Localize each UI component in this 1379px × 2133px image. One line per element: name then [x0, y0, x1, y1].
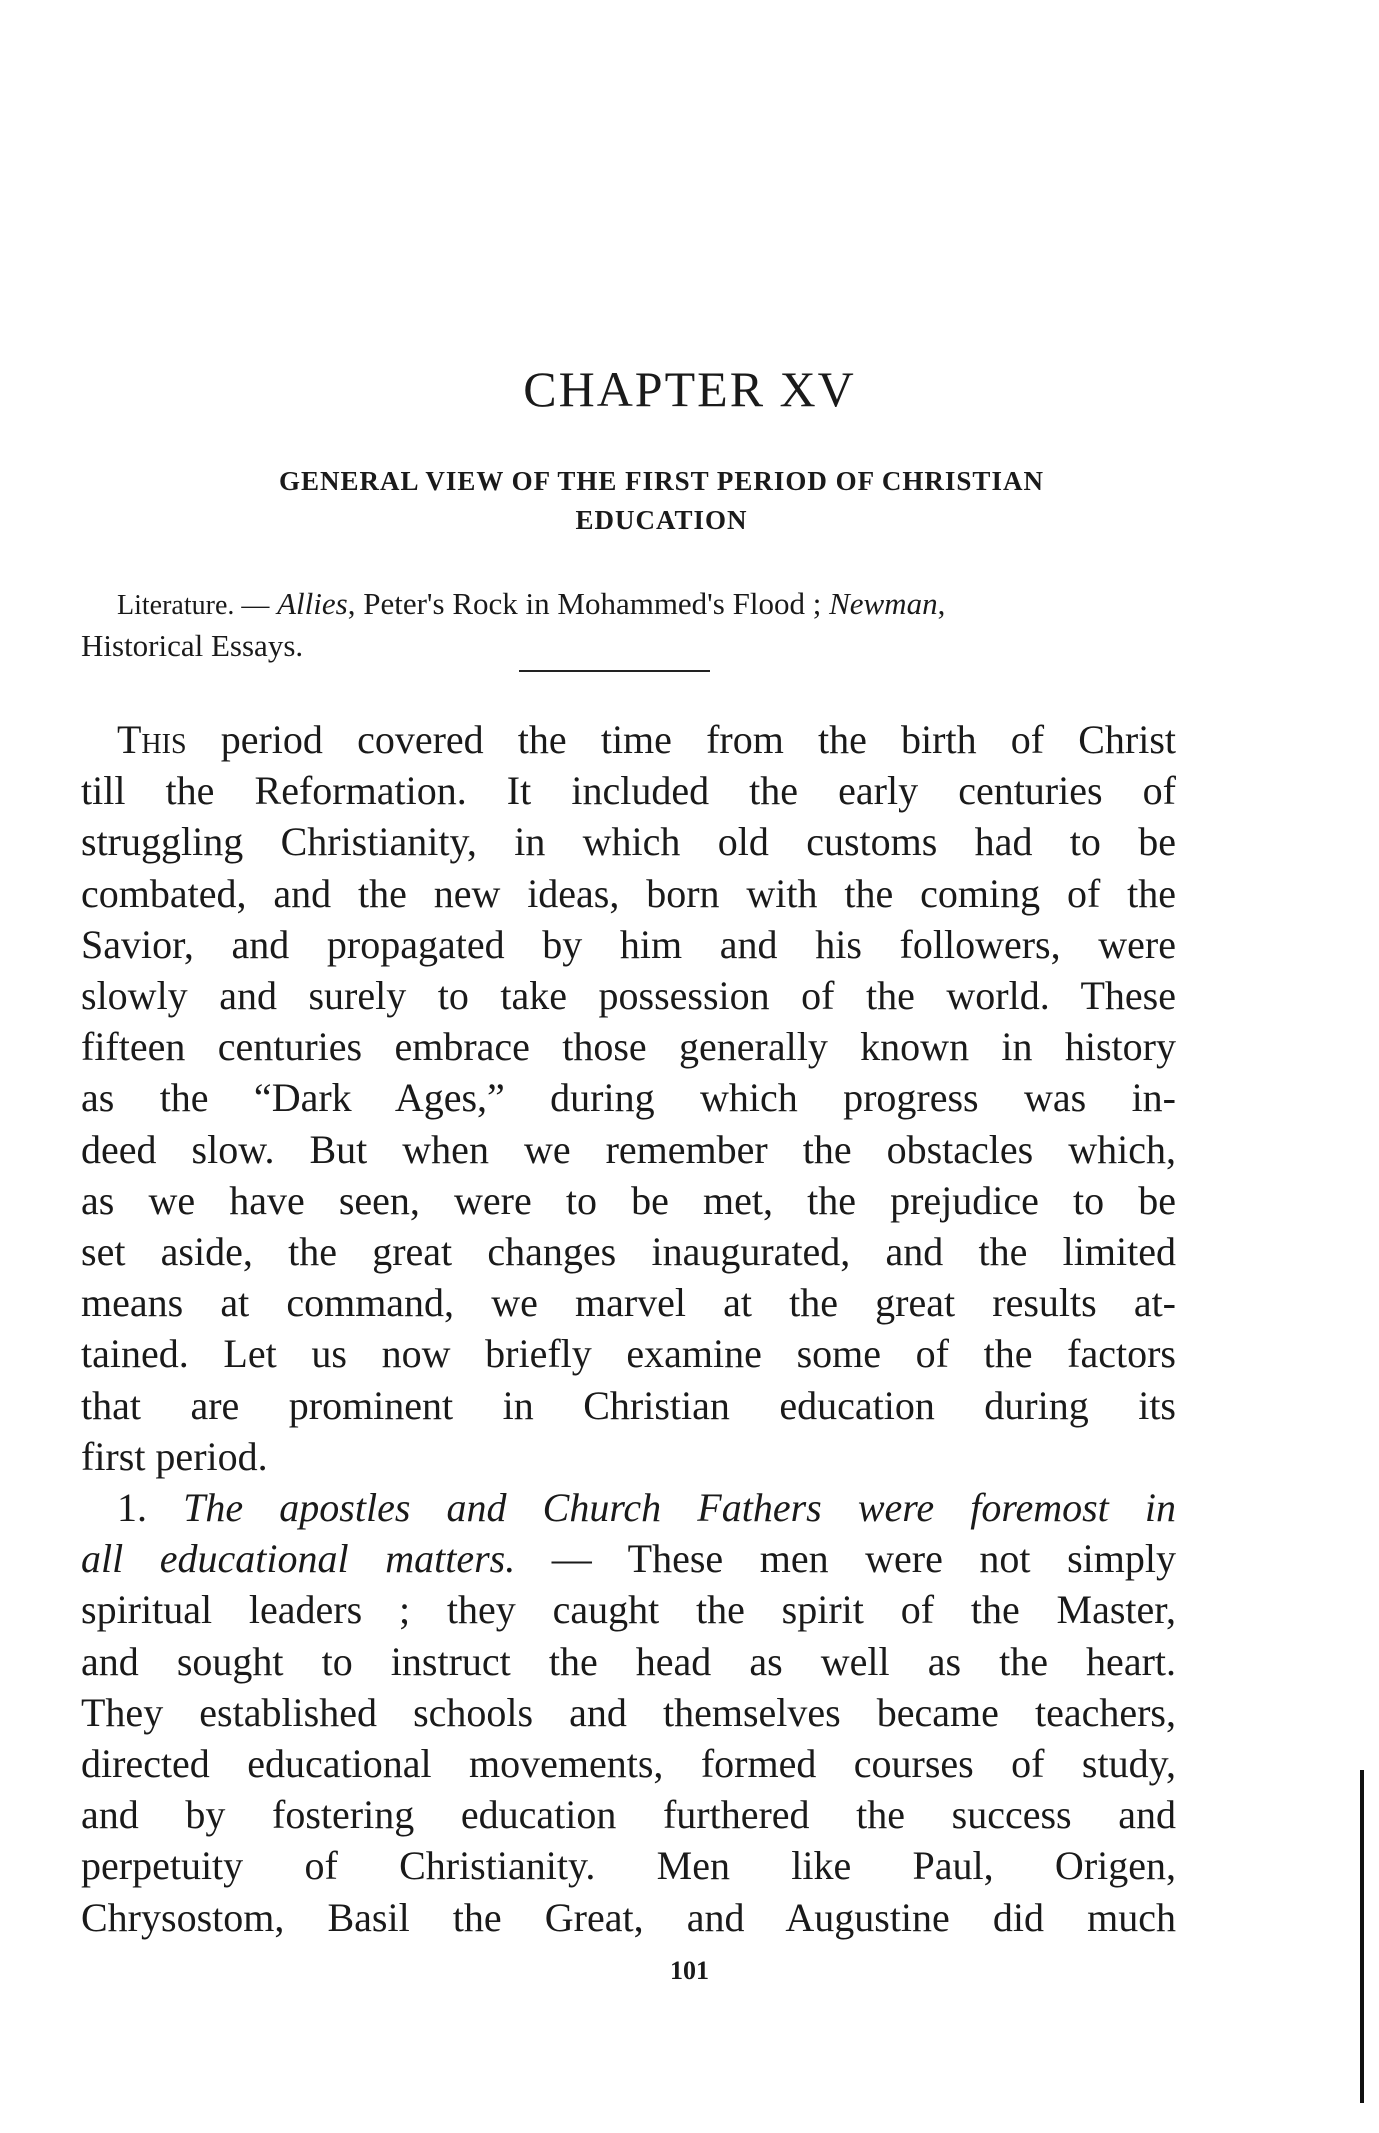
literature-title: Historical Essays.	[81, 628, 304, 663]
text-line	[81, 1584, 1176, 1635]
text-segment: and sought to instruct the head as well as the heart.	[81, 1638, 1176, 1684]
text-line	[81, 1277, 1176, 1328]
text-segment: combated, and the new ideas, born with the coming of the	[81, 870, 1176, 916]
chapter-heading: CHAPTER XV	[523, 361, 856, 417]
text-line	[81, 1738, 1176, 1789]
text-segment: all educational matters.	[81, 1536, 516, 1582]
text-line	[81, 1687, 1176, 1738]
text-line	[81, 1636, 1176, 1687]
text-segment: Chrysostom, Basil the Great, and Augustine did much	[81, 1894, 1176, 1940]
text-line	[81, 1021, 1176, 1072]
chapter-subtitle-line: EDUCATION	[575, 505, 748, 535]
literature-author: Allies	[277, 586, 348, 621]
text-line	[81, 1789, 1176, 1840]
text-line	[81, 868, 1176, 919]
text-segment: perpetuity of Christianity. Men like Paul, Origen,	[81, 1843, 1176, 1889]
text-segment: The apostles and Church Fathers were foremost in	[183, 1485, 1177, 1530]
text-segment: deed slow. But when we remember the obstacles which,	[81, 1126, 1176, 1172]
literature-label: Literature. —	[117, 590, 270, 621]
text-segment: till the Reformation. It included the early centuries of	[81, 768, 1176, 814]
text-segment: as the “Dark Ages,” during which progress was in-	[81, 1075, 1176, 1121]
text-line	[81, 1175, 1176, 1226]
text-segment: — These men were not simply	[515, 1536, 1177, 1582]
literature-note	[117, 586, 1177, 622]
text-line	[81, 1840, 1176, 1891]
text-segment: slowly and surely to take possession of the world. These	[81, 973, 1176, 1018]
chapter-subtitle-line: GENERAL VIEW OF THE FIRST PERIOD OF CHRISTIAN	[279, 466, 1044, 496]
text-segment: that are prominent in Christian education during its	[81, 1382, 1176, 1428]
text-segment: tained. Let us now briefly examine some of the factors	[81, 1331, 1176, 1377]
text-segment: first period.	[81, 1433, 268, 1479]
section-divider	[519, 670, 710, 672]
text-line	[81, 816, 1176, 867]
text-segment: period covered the time from the birth of Christ	[186, 717, 1176, 762]
text-line	[81, 1226, 1176, 1277]
text-line	[81, 1124, 1176, 1175]
text-line	[81, 1380, 1176, 1431]
text-line	[117, 1482, 1176, 1533]
text-line	[81, 1072, 1176, 1123]
text-segment: fifteen centuries embrace those generally known in history	[81, 1024, 1176, 1070]
text-segment: struggling Christianity, in which old customs had to be	[81, 819, 1176, 865]
text-segment: as we have seen, were to be met, the prejudice to be	[81, 1177, 1176, 1223]
text-line	[81, 765, 1176, 816]
literature-author: Newman	[829, 586, 938, 621]
text-segment: set aside, the great changes inaugurated, and the limited	[81, 1229, 1176, 1274]
text-line	[81, 970, 1176, 1021]
page-number: 101	[670, 1956, 709, 1985]
literature-title: , Peter's Rock in Mohammed's Flood ;	[347, 586, 830, 621]
text-line	[81, 1431, 1176, 1482]
text-line	[117, 714, 1176, 765]
text-line	[81, 1533, 1176, 1584]
text-line	[81, 1892, 1176, 1943]
text-line	[81, 919, 1176, 970]
text-segment: and by fostering education furthered the success and	[81, 1792, 1176, 1838]
literature-punct: ,	[937, 586, 946, 621]
text-segment: Savior, and propagated by him and his followers, were	[81, 921, 1176, 967]
text-segment: spiritual leaders ; they caught the spirit of the Master,	[81, 1587, 1176, 1633]
text-segment: directed educational movements, formed courses of study,	[81, 1741, 1176, 1786]
text-segment: This	[117, 717, 187, 762]
text-line	[81, 1328, 1176, 1379]
scan-edge-mark	[1360, 1770, 1364, 2103]
text-segment: means at command, we marvel at the great results at-	[81, 1280, 1176, 1326]
text-segment: They established schools and themselves became teachers,	[81, 1689, 1176, 1735]
text-segment: 1.	[117, 1485, 184, 1530]
